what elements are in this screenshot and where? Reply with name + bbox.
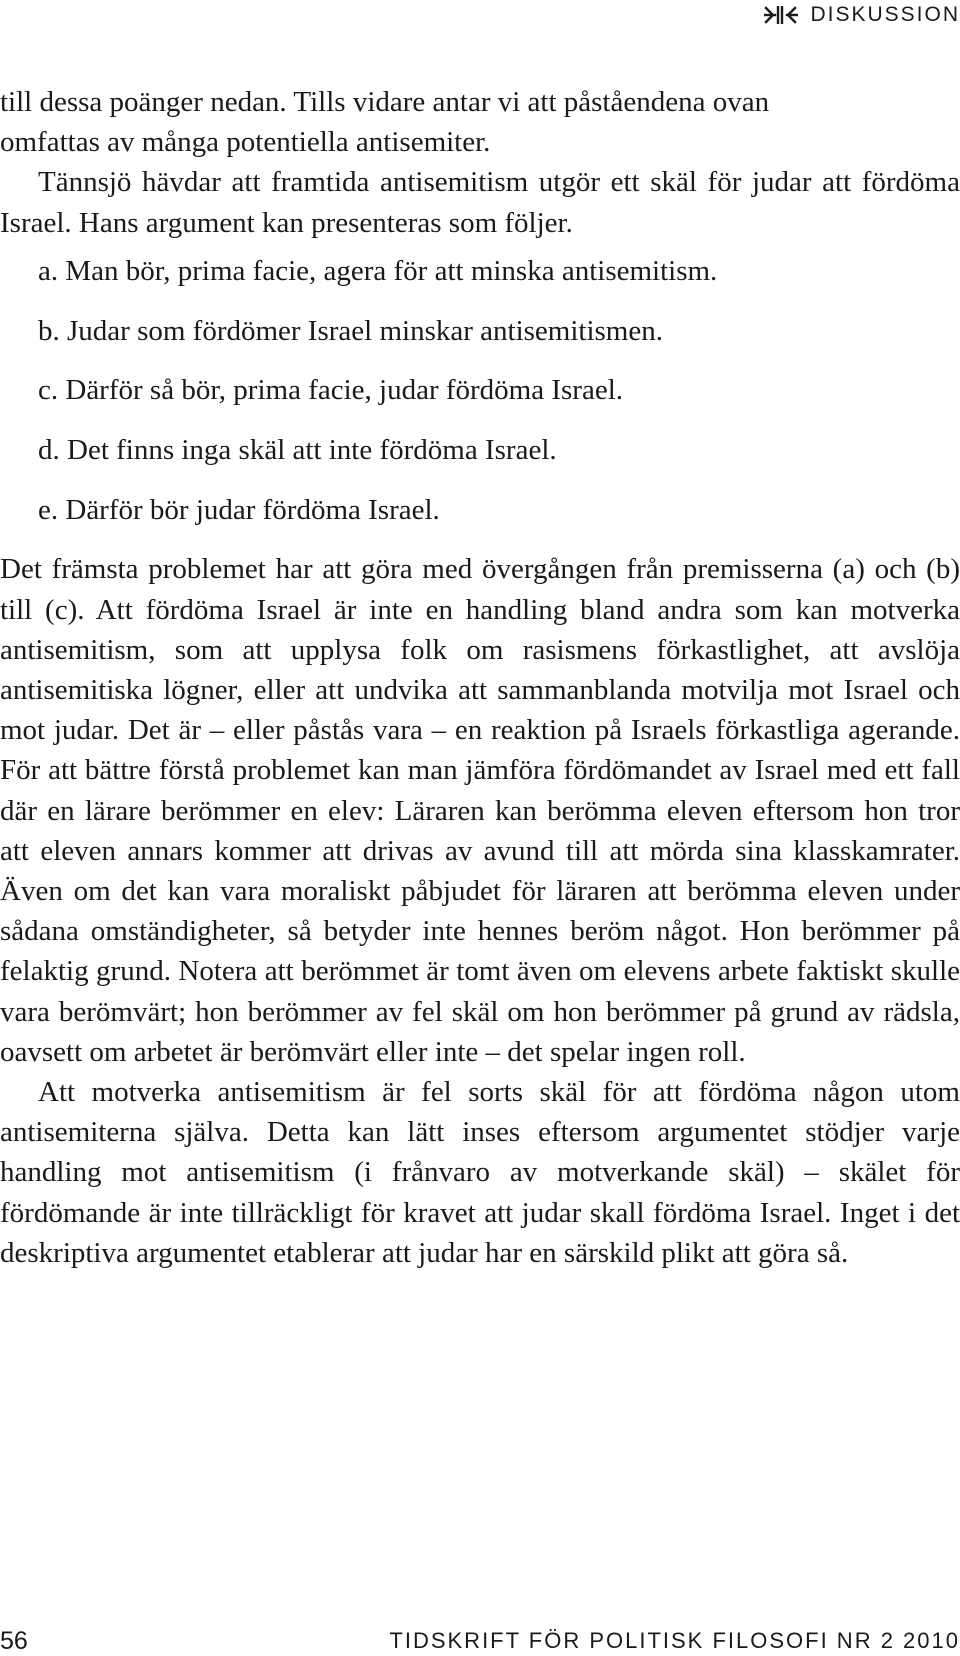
section-label: DISKUSSION <box>810 3 960 26</box>
premise-c: c. Därför så bör, prima facie, judar fördöma Israel. <box>38 374 624 407</box>
journal-title: TIDSKRIFT FÖR POLITISK FILOSOFI NR 2 2010 <box>389 1628 960 1653</box>
intro-line-2: omfattas av många potentiella antisemiter. <box>0 126 491 159</box>
article-body <box>0 82 960 1273</box>
running-header <box>764 0 960 30</box>
premise-e: e. Därför bör judar fördöma Israel. <box>38 493 440 526</box>
premise-d: d. Det finns inga skäl att inte fördöma Israel. <box>38 433 557 466</box>
premise-list <box>0 251 960 530</box>
section-arrows-icon <box>764 6 798 24</box>
premise-a: a. Man bör, prima facie, agera för att minska antisemitism. <box>38 254 718 287</box>
premise-b: b. Judar som fördömer Israel minskar antisemitismen. <box>38 314 663 347</box>
page-number: 56 <box>0 1626 28 1655</box>
page-footer <box>0 1628 960 1654</box>
body-paragraph-2: Att motverka antisemitism är fel sorts skäl för att fördöma någon utom antisemiterna själva. Detta kan lätt inses eftersom argumentet stödjer varje handling mot antisemitism (i frånvaro av motverkande skäl) – skälet för fördömande är inte tillräckligt för kravet att judar skall fördöma Israel. Inget i det deskriptiva argumentet etablerar att judar har en särskild plikt att göra så. <box>0 1075 960 1269</box>
body-paragraph-1: Det främsta problemet har att göra med övergången från premisserna (a) och (b) till (c). Att fördöma Israel är inte en handling bland andra som kan motverka antisemitism, som att upplysa folk om rasismens förkastlighet, att avslöja antisemitiska lögner, eller att undvika att sammanblanda motvilja mot Israel och mot judar. Det är – eller påstås vara – en reaktion på Israels förkastliga agerande. För att bättre förstå problemet kan man jämföra fördömandet av Israel med ett fall där en lärare berömmer en elev: Läraren kan berömma eleven eftersom hon tror att eleven annars kommer att drivas av avund till att mörda sina klasskamrater. Även om det kan vara moraliskt påbjudet för läraren att berömma eleven under sådana omständigheter, så betyder inte hennes beröm något. Hon berömmer på felaktig grund. Notera att berömmet är tomt även om elevens arbete faktiskt skulle vara berömvärt; hon berömmer av fel skäl om hon berömmer på grund av rädsla, oavsett om arbetet är berömvärt eller inte – det spelar ingen roll. <box>0 553 960 1068</box>
intro-line-1: till dessa poänger nedan. Tills vidare antar vi att påståendena ovan <box>0 86 770 118</box>
argument-intro: Tännsjö hävdar att framtida antisemitism utgör ett skäl för judar att fördöma Israel. Hans argument kan presenteras som följer. <box>0 166 960 239</box>
